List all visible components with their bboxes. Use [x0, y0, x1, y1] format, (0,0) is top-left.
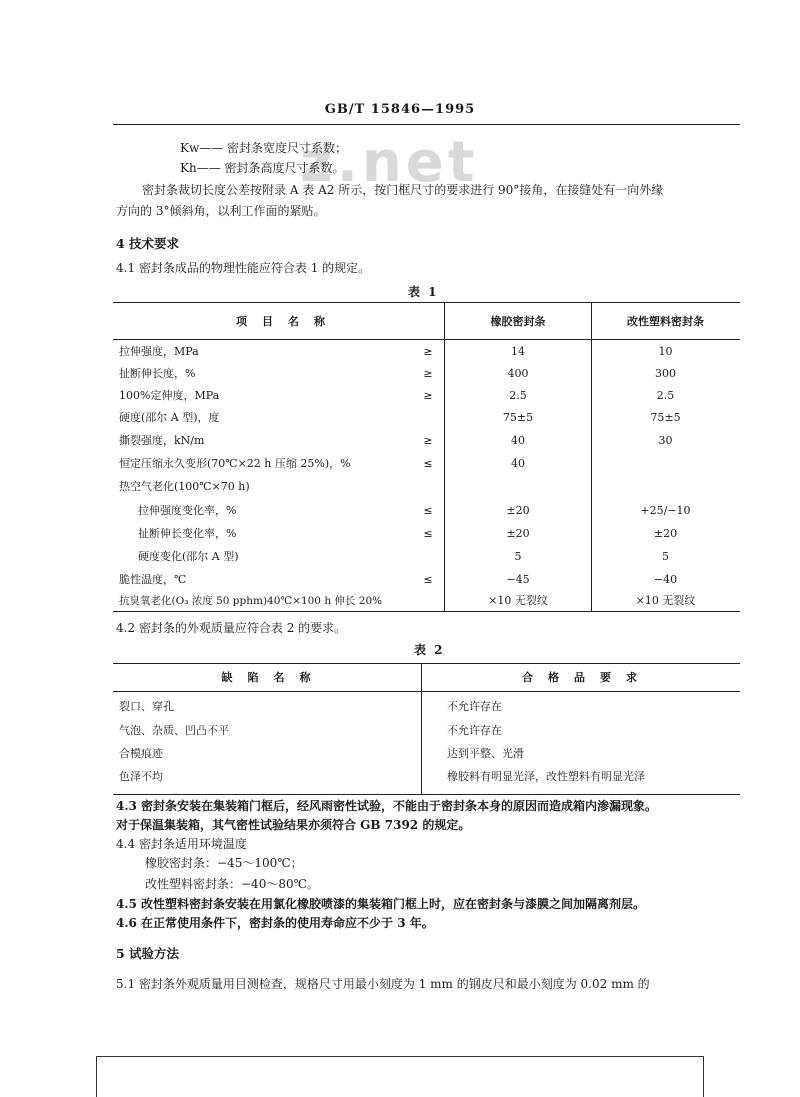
table-1-row-name: 100%定伸度，MPa [119, 389, 220, 402]
table-1-row-name: 脆性温度，℃ [119, 573, 187, 586]
table-1-row-rubber: ±20 [506, 504, 530, 517]
table-1-row-rubber: 5 [514, 550, 522, 563]
table-2 [113, 663, 740, 795]
table-1-row-symbol: ≤ [423, 457, 433, 470]
table-1-row-name: 硬度变化(邵尔 A 型) [127, 550, 239, 563]
table-1-row-rubber: −45 [506, 573, 530, 586]
table-1-row-name: 扯断伸长度，% [119, 367, 196, 380]
table-2-row-requirement: 不允许存在 [447, 724, 502, 737]
table-1-row-symbol: ≤ [423, 527, 433, 540]
table-1-row-name: 撕裂强度，kN/m [119, 434, 205, 447]
table-1-row-symbol: ≤ [423, 573, 433, 586]
table-1-row-plastic: ±20 [653, 527, 678, 540]
clause-4-3-continued: 对于保温集装箱，其气密性试验结果亦须符合 GB 7392 的规定。 [116, 818, 471, 832]
table-1-row-rubber: ×10 无裂纹 [488, 594, 548, 607]
table-1-row-symbol: ≤ [423, 504, 433, 517]
kw-definition: Kw—— 密封条宽度尺寸系数； [180, 141, 348, 155]
clause-4-3: 4.3 密封条安装在集装箱门框后，经风雨密性试验，不能由于密封条本身的原因而造成箱内渗漏现象。 [116, 799, 658, 813]
table-1 [113, 302, 740, 612]
table-1-row-plastic: 5 [662, 550, 669, 563]
table-2-row-requirement: 橡胶料有明显光泽，改性塑料有明显光泽 [447, 770, 645, 783]
table-1-row-plastic: ×10 无裂纹 [635, 594, 696, 607]
standard-code-header: GB/T 15846—1995 [324, 102, 476, 117]
section-4-title: 4 技术要求 [116, 236, 180, 251]
table-1-header-rubber: 橡胶密封条 [490, 315, 546, 328]
paragraph-line: 密封条裁切长度公差按附录 A 表 A2 所示，按门框尺寸的要求进行 90°接角，在接缝处有一向外缘 [142, 183, 664, 197]
table-1-row-rubber: 75±5 [502, 411, 534, 424]
header-rule [113, 124, 740, 125]
table-1-row-symbol: ≥ [423, 434, 433, 447]
table-1-row-symbol: ≥ [423, 367, 433, 380]
table-1-row-symbol: ≥ [423, 345, 433, 358]
table-1-row-name: 扯断伸长变化率，% [127, 527, 237, 540]
header-divider [113, 339, 740, 340]
table-2-row-defect: 合模痕迹 [119, 747, 163, 760]
table-1-row-symbol: ≥ [423, 389, 433, 402]
table-1-row-name: 抗臭氧老化(O₃ 浓度 50 pphm)40℃×100 h 伸长 20% [119, 595, 383, 607]
table-1-row-plastic: −40 [653, 573, 678, 586]
plastic-temperature-range: 改性塑料密封条：−40～80℃。 [145, 877, 320, 891]
table-1-header-item: 项 目 名 称 [236, 315, 327, 328]
table-2-row-defect: 气泡、杂质、凹凸不平 [119, 724, 229, 737]
table-1-row-name: 热空气老化(100℃×70 h) [119, 480, 250, 493]
clause-4-6: 4.6 在正常使用条件下，密封条的使用寿命应不少于 3 年。 [116, 916, 434, 930]
paragraph-line: 方向的 3°倾斜角，以利工作面的紧贴。 [116, 204, 326, 218]
section-5-title: 5 试验方法 [116, 946, 180, 961]
table-1-row-rubber: 40 [511, 434, 525, 447]
table-1-header-plastic: 改性塑料密封条 [627, 315, 704, 328]
table-2-header-defect: 缺 陷 名 称 [221, 671, 313, 684]
table-2-row-defect: 裂口、穿孔 [119, 700, 174, 713]
table-2-caption: 表 2 [414, 643, 445, 657]
table-1-row-plastic: 2.5 [656, 389, 675, 402]
table-2-header-requirement: 合 格 品 要 求 [522, 671, 639, 684]
rubber-temperature-range: 橡胶密封条：−45～100℃； [145, 856, 303, 870]
clause-4-2: 4.2 密封条的外观质量应符合表 2 的要求。 [116, 621, 347, 635]
watermark: z.net [300, 130, 479, 195]
clause-4-5: 4.5 改性塑料密封条安装在用氯化橡胶喷漆的集装箱门框上时，应在密封条与漆膜之间加隔离剂层。 [116, 897, 646, 911]
table-2-row-requirement: 不允许存在 [447, 700, 502, 713]
table-1-row-plastic: +25/−10 [640, 504, 691, 517]
table-1-row-name: 拉伸强度变化率，% [127, 504, 237, 517]
table-1-row-rubber: 400 [507, 367, 529, 380]
table-1-row-plastic: 10 [658, 345, 673, 358]
table-2-row-requirement: 达到平整、光滑 [447, 747, 524, 760]
table-1-row-plastic: 75±5 [650, 411, 681, 424]
table-1-row-name: 硬度(邵尔 A 型)，度 [119, 411, 220, 424]
kh-definition: Kh—— 密封条高度尺寸系数。 [180, 161, 345, 175]
table-1-caption: 表 1 [408, 285, 439, 299]
table-2-row-defect: 色泽不均 [119, 770, 163, 783]
table-1-row-name: 恒定压缩永久变形(70℃×22 h 压缩 25%)，% [119, 457, 351, 470]
table-1-row-plastic: 30 [658, 434, 673, 447]
table-1-row-rubber: 2.5 [509, 389, 527, 402]
clause-5-1: 5.1 密封条外观质量用目测检查，规格尺寸用最小刻度为 1 mm 的钢皮尺和最小刻度为 0.02 mm 的 [116, 977, 650, 991]
clause-4-1: 4.1 密封条成品的物理性能应符合表 1 的规定。 [116, 261, 371, 275]
header-divider [113, 691, 740, 692]
table-1-row-rubber: ±20 [506, 527, 530, 540]
clause-4-4: 4.4 密封条适用环境温度 [116, 837, 247, 851]
table-1-row-name: 拉伸强度，MPa [119, 345, 199, 358]
table-1-row-plastic: 300 [655, 367, 676, 380]
table-1-row-rubber: 40 [511, 457, 525, 470]
table-1-row-rubber: 14 [511, 345, 525, 358]
